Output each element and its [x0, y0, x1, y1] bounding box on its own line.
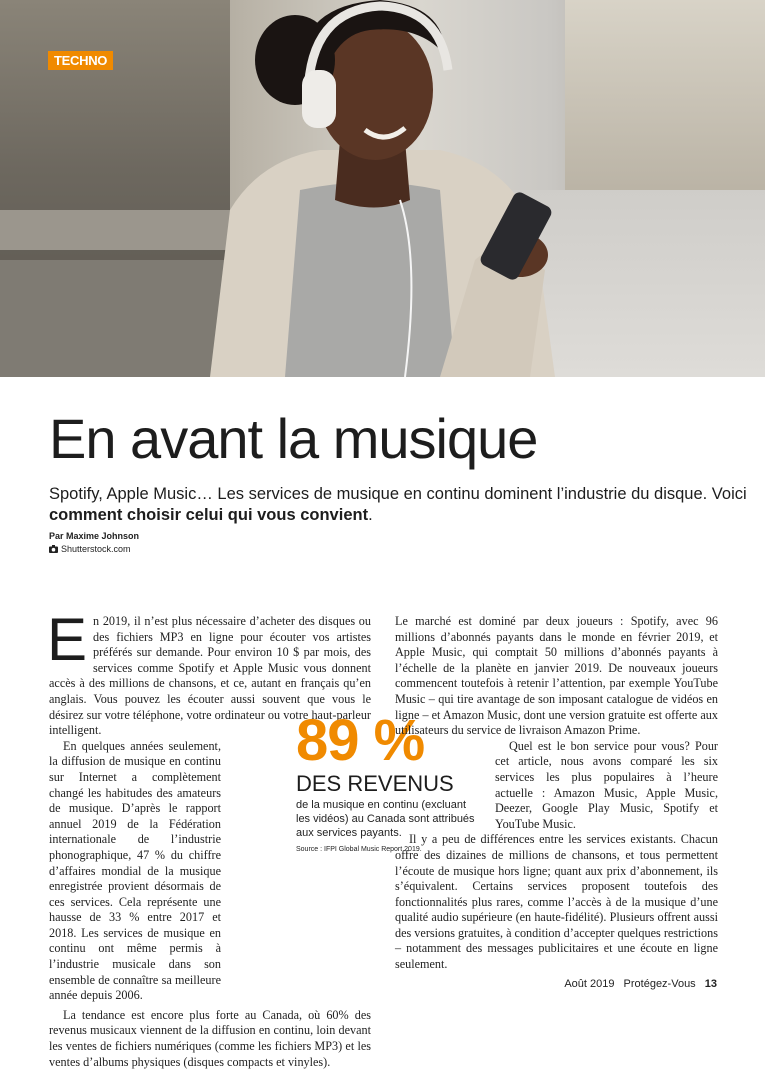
col1-paragraph-2	[49, 739, 221, 1004]
photo-building	[565, 0, 765, 200]
col1-paragraph-1-text: n 2019, il n’est plus nécessaire d’acheter des disques ou des fichiers MP3 en ligne pour écouter vos artistes préférés sur demande. Pour environ 10 $ par mois, des services comme Spotify et Apple Music vous donnent accès à des millions de chansons, et ce, autant en français qu’en anglais. Vous pouvez les écouter aussi souvent que vous le désirez sur votre téléphone, votre ordinateur ou votre haut-parleur intelligent.	[49, 614, 371, 738]
col2-paragraph-2	[495, 739, 718, 833]
section-tag: TECHNO	[48, 51, 113, 70]
col2-paragraph-1	[395, 614, 718, 739]
lede-text-1: Spotify, Apple Music… Les services de musique en continu dominent l’industrie du disque. Voici	[49, 485, 747, 503]
col1-paragraph-3-text: La tendance est encore plus forte au Canada, où 60% des revenus musicaux viennent de la diffusion en continu, loin devant les ventes de fichiers numériques (comme les fichiers MP3) et les ventes d’albums physiques (disques compacts et vinyles).	[49, 1007, 371, 1069]
footer-page-number: 13	[704, 978, 717, 990]
camera-icon	[49, 545, 58, 553]
col1-paragraph-3	[49, 1008, 371, 1070]
col2-paragraph-2-text: Quel est le bon service pour vous? Pour cet article, nous avons comparé les six services les plus populaires à l’heure actuelle : Amazon Music, Apple Music, Deezer, Google Play Music, Spotify et YouTube Music.	[495, 738, 718, 831]
pull-quote-text: de la musique en continu (excluant les vidéos) au Canada sont attribués aux services payants.	[296, 799, 475, 839]
pull-quote-stat: 89 %	[296, 708, 425, 773]
hero-photo	[0, 0, 765, 377]
article-column-2	[395, 614, 718, 973]
col2-paragraph-3	[395, 832, 718, 972]
page-footer	[564, 978, 717, 990]
page-title: En avant la musique	[49, 407, 538, 470]
pull-quote-label: DES REVENUS	[296, 771, 454, 796]
byline: Par Maxime Johnson	[49, 531, 140, 541]
photo-credit	[49, 544, 131, 554]
photo-woman-with-headphones	[190, 0, 570, 377]
photo-credit-text: Shutterstock.com	[61, 544, 131, 554]
col1-paragraph-2-text: En quelques années seulement, la diffusion de musique en continu sur Internet a complètement changé les habitudes des amateurs de musique. D’après le rapport annuel 2019 de la Fédération internationale de l’industrie phonographique, 47 % du chiffre d’affaires mondial de la musique enregistrée provient désormais de ces services. Cela représente une hausse de 33 % entre 2017 et 2018. Les services de musique en continu ont même permis à l’industrie musicale dans son ensemble de connaître sa meilleure année depuis 2006.	[49, 738, 221, 1003]
footer-magazine: Protégez-Vous	[623, 978, 696, 990]
lede	[49, 484, 749, 526]
footer-issue: Août 2019	[564, 978, 615, 990]
col2-paragraph-1-text: Le marché est dominé par deux joueurs : Spotify, avec 96 millions d’abonnés payants dans le monde en février 2019, et Apple Music, qui comptait 50 millions d’abonnés payants à l’échelle de la planète en janvier 2019. De nouveaux joueurs commencent toutefois à retenir l’attention, par exemple YouTube Music – qui tire avantage de son imposant catalogue de vidéos en ligne – et Amazon Music, dont une version gratuite est offerte aux utilisateurs du service de livraison Amazon Prime.	[395, 614, 718, 738]
col2-paragraph-3-text: Il y a peu de différences entre les services existants. Chacun offre des dizaines de millions de chansons, et tous permettent l’écoute de musique hors ligne; quant aux prix d’abonnement, ils s’équivalent. Certains services proposent toutefois des fonctionnalités plus rares, comme l’accès à de la musique d’une qualité audio supérieure (en haute-fidélité). Plusieurs offrent aussi des versions gratuites, à condition d’accepter quelques restrictions – notamment des messages publicitaires et une écoute en ligne seulement.	[395, 832, 718, 972]
drop-cap: E	[47, 606, 88, 673]
lede-bold: comment choisir celui qui vous convient	[49, 506, 369, 524]
lede-text-2: .	[368, 506, 373, 524]
pull-quote-source: Source : IFPI Global Music Report 2019.	[296, 846, 422, 853]
